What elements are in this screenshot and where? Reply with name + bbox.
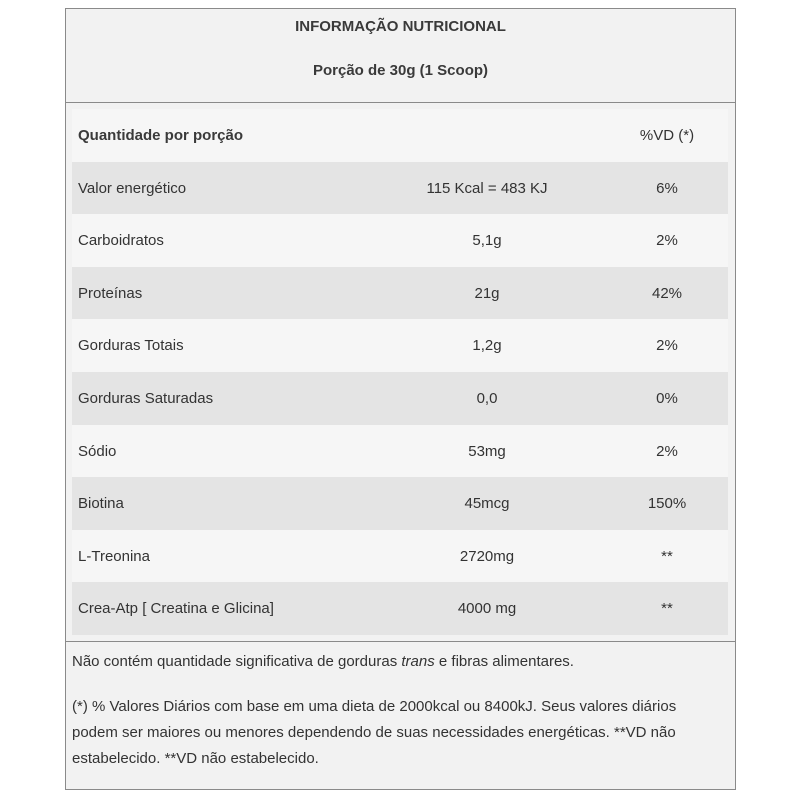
nutrient-amount: 4000 mg bbox=[457, 600, 517, 618]
nutrient-dv: 2% bbox=[656, 442, 678, 460]
nutrition-footer bbox=[66, 641, 735, 789]
header-label: Quantidade por porção bbox=[78, 127, 244, 144]
nutrient-amount: 5,1g bbox=[472, 232, 502, 250]
nutrient-amount: 2720mg bbox=[459, 547, 515, 565]
nutrient-dv: 150% bbox=[647, 495, 687, 513]
nutrient-amount: 1,2g bbox=[472, 337, 502, 355]
nutrient-dv: ** bbox=[661, 547, 673, 565]
table-row bbox=[72, 214, 728, 267]
nutrient-label: Sódio bbox=[78, 442, 117, 460]
trans-note-post: e fibras alimentares. bbox=[434, 653, 574, 670]
nutrition-facts-panel bbox=[65, 8, 736, 790]
daily-value-note: (*) % Valores Diários com base em uma dieta de 2000kcal ou 8400kJ. Seus valores diários podem ser maiores ou menores dependendo de suas necessidades energéticas. **VD não estabelecido. **VD não estabelecido. bbox=[72, 698, 677, 767]
nutrient-dv: ** bbox=[661, 600, 673, 618]
nutrient-amount: 115 Kcal = 483 KJ bbox=[426, 179, 548, 197]
nutrient-label: Valor energético bbox=[78, 179, 187, 197]
nutrition-header bbox=[66, 9, 735, 103]
nutrient-dv: 2% bbox=[656, 232, 678, 250]
table-row bbox=[72, 582, 728, 635]
header-dv: %VD (*) bbox=[639, 127, 695, 144]
table-row bbox=[72, 267, 728, 320]
trans-note-pre: Não contém quantidade significativa de gorduras bbox=[72, 653, 402, 670]
nutrient-label: Proteínas bbox=[78, 284, 143, 302]
nutrient-amount: 45mcg bbox=[464, 495, 510, 513]
table-row bbox=[72, 477, 728, 530]
nutrient-label: Gorduras Totais bbox=[78, 337, 184, 355]
nutrient-label: Crea-Atp [ Creatina e Glicina] bbox=[78, 600, 274, 618]
trans-fat-note bbox=[72, 653, 574, 670]
table-row bbox=[72, 530, 728, 583]
nutrition-title: INFORMAÇÃO NUTRICIONAL bbox=[295, 18, 506, 35]
nutrient-dv: 42% bbox=[651, 284, 683, 302]
portion-size: Porção de 30g (1 Scoop) bbox=[312, 62, 489, 79]
nutrient-amount: 21g bbox=[474, 284, 500, 302]
nutrient-label: L-Treonina bbox=[78, 547, 150, 565]
nutrition-table bbox=[72, 109, 728, 635]
table-row bbox=[72, 372, 728, 425]
table-row bbox=[72, 319, 728, 372]
nutrient-amount: 0,0 bbox=[476, 389, 498, 407]
nutrient-label: Gorduras Saturadas bbox=[78, 389, 214, 407]
nutrient-amount: 53mg bbox=[468, 442, 506, 460]
nutrient-dv: 6% bbox=[656, 179, 678, 197]
nutrient-dv: 0% bbox=[656, 389, 678, 407]
trans-note-em: trans bbox=[401, 653, 435, 670]
nutrient-label: Biotina bbox=[78, 495, 124, 513]
nutrient-dv: 2% bbox=[656, 337, 678, 355]
table-header-row bbox=[72, 109, 728, 162]
table-row bbox=[72, 162, 728, 215]
table-row bbox=[72, 425, 728, 478]
nutrient-label: Carboidratos bbox=[78, 232, 164, 250]
